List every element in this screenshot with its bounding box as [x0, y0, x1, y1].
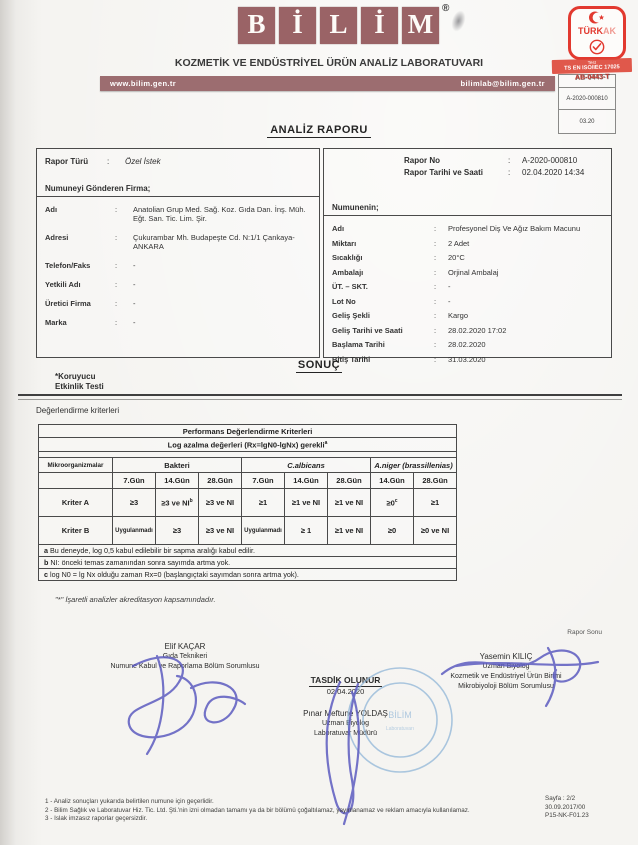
field-row — [45, 233, 313, 251]
criterion-value: ≥0 ve NI — [414, 517, 457, 545]
microorganisms-header: Mikroorganizmalar — [39, 458, 113, 473]
field-value: 28.02.2020 — [448, 340, 486, 349]
colon: : — [434, 311, 437, 320]
report-end-label: Rapor Sonu — [567, 629, 602, 636]
signature-block-left — [60, 642, 310, 672]
field-value: Kargo — [448, 311, 469, 320]
field-row — [45, 261, 313, 270]
accreditation-note: "*" İşaretli analizler akreditasyon kapsamındadır. — [55, 595, 216, 604]
field-value: - — [133, 299, 136, 308]
footer-note: 1 - Analiz sonuçları yukarıda belirtilen numune için geçerlidir. — [45, 798, 214, 805]
signer-role-2: Mikrobiyoloji Bölüm Sorumlusu — [458, 683, 554, 690]
bilim-logo — [238, 7, 439, 44]
field-row — [45, 280, 313, 289]
criterion-value: ≥3 — [113, 489, 156, 517]
day-header: 14.Gün — [371, 473, 414, 489]
criterion-name: Kriter A — [39, 489, 113, 517]
field-label: Lot No — [332, 296, 356, 306]
report-reference-box: A-2020-000810 — [558, 88, 616, 110]
field-label: Sıcaklığı — [332, 253, 363, 262]
report-reference-box: 03.20 — [558, 110, 616, 134]
signer-title: Uzman Biyolog — [321, 720, 370, 727]
field-value: - — [133, 261, 136, 270]
field-row — [45, 318, 313, 327]
criterion-value: ≥1 ve NI — [328, 517, 371, 545]
lab-subtitle: KOZMETİK VE ENDÜSTRİYEL ÜRÜN ANALİZ LABORATUVARI — [174, 57, 484, 69]
criterion-value: Uygulanmadı — [113, 517, 156, 545]
criterion-name: Kriter B — [39, 517, 113, 545]
result-heading: SONUÇ — [297, 359, 341, 371]
table-title: Performans Değerlendirme Kriterleri — [39, 425, 457, 438]
turkak-accreditation-logo — [568, 6, 626, 60]
colon: : — [115, 205, 118, 214]
field-row — [332, 326, 605, 335]
colon: : — [115, 261, 118, 270]
stamp-standard: TS EN ISO/IEC 17025 — [564, 64, 620, 72]
footer-note: 2 - Bilim Sağlık ve Laboratuvar Hiz. Tic. Ltd. Şti.'nin izni olmadan tamamı ya da bir bölümü çoğaltılamaz, yayınlanamaz ve reklam amacıyla kullanılamaz. — [45, 806, 470, 814]
field-label: Geliş Şekli — [332, 311, 370, 320]
footer-note: 3 - Islak imzasız raporlar geçersizdir. — [45, 815, 148, 822]
table-footnote: a Bu deneyde, log 0,5 kabul edilebilir bir sapma aralığı kabul edilir. — [39, 545, 457, 557]
criterion-value: ≥ 1 — [285, 517, 328, 545]
report-type-row — [37, 149, 319, 166]
colon: : — [434, 340, 437, 349]
colon: : — [434, 238, 437, 248]
organism-group-header: A.niger (brassillenias) — [371, 458, 457, 473]
signer-name: Pınar Meftune YOLDAŞ — [303, 709, 388, 718]
field-row — [45, 205, 313, 223]
colon: : — [434, 325, 437, 335]
logo-letter: B — [238, 7, 275, 44]
field-row — [332, 268, 605, 277]
criterion-value: ≥1 — [242, 489, 285, 517]
criterion-value: ≥1 — [414, 489, 457, 517]
field-value: 28.02.2020 17:02 — [448, 325, 507, 335]
field-value: - — [448, 282, 451, 291]
organism-group-header: C.albicans — [242, 458, 371, 473]
field-value: - — [133, 280, 136, 289]
colon: : — [508, 168, 511, 177]
field-label: Ambalajı — [332, 267, 364, 277]
section-divider — [18, 394, 622, 400]
signature-block-right — [420, 652, 592, 692]
page-number: Sayfa : 2/2 — [545, 795, 576, 802]
field-row — [332, 340, 605, 349]
logo-letter: L — [320, 7, 357, 44]
field-value: 2 Adet — [448, 238, 470, 248]
field-row — [332, 311, 605, 320]
criterion-value: $\ge 0^c$ — [371, 489, 414, 517]
field-label: Bitiş Tarihi — [332, 354, 371, 364]
signer-role: Kozmetik ve Endüstriyel Ürün Birimi — [450, 673, 562, 680]
revision-date: 30.09.2017/00 — [545, 803, 586, 811]
field-value: 31.03.2020 — [448, 354, 486, 364]
sample-info-box — [323, 148, 612, 364]
email-address: bilimlab@bilim.gen.tr — [460, 79, 545, 88]
field-label: Miktarı — [332, 238, 357, 248]
scan-smudge — [449, 9, 468, 34]
colon: : — [434, 267, 437, 277]
field-label: Üretici Firma — [45, 299, 91, 308]
colon: : — [434, 253, 437, 262]
check-circle-icon — [589, 39, 605, 55]
sample-heading: Numunenin; — [332, 203, 379, 212]
colon: : — [434, 296, 437, 306]
sender-heading: Numuneyi Gönderen Firma; — [45, 184, 151, 193]
website-url: www.bilim.gen.tr — [110, 79, 177, 88]
test-name-line1: *Koruyucu — [55, 372, 96, 381]
signer-title: Uzman Biyolog — [482, 663, 530, 670]
sender-info-box — [36, 148, 320, 358]
test-name — [55, 372, 104, 392]
signer-name: Yasemin KILIÇ — [479, 652, 533, 661]
criterion-value: ≥1 ve NI — [328, 489, 371, 517]
field-label: Marka — [45, 318, 67, 327]
report-date-row — [324, 168, 611, 177]
field-row — [332, 239, 605, 248]
field-label: Başlama Tarihi — [332, 340, 385, 349]
field-label: Telefon/Faks — [45, 261, 91, 270]
sample-fields — [324, 216, 611, 364]
colon: : — [434, 354, 437, 364]
criterion-value: ≥0 — [371, 517, 414, 545]
day-header: 28.Gün — [414, 473, 457, 489]
report-reference-boxes — [558, 74, 616, 134]
field-label: Adı — [45, 205, 58, 214]
turkak-wordmark: TÜRKAK — [578, 26, 616, 36]
contact-banner — [100, 76, 555, 91]
page-title: ANALİZ RAPORU — [0, 124, 638, 136]
approval-date: 02.04.2020 — [326, 687, 365, 696]
table-subtitle: Log azalma değerleri (Rx=lgN0-lgNx) gerekli$^a$ — [39, 438, 457, 452]
report-no-value: A-2020-000810 — [522, 156, 578, 165]
criteria-label: Değerlendirme kriterleri — [36, 406, 120, 415]
accreditation-stamp — [552, 58, 633, 83]
footer-notes — [45, 798, 470, 824]
report-type-label: Rapor Türü — [45, 157, 89, 166]
criterion-value: ≥3 ve NI — [199, 489, 242, 517]
colon: : — [107, 157, 110, 166]
report-type-value: Özel İstek — [125, 157, 161, 166]
field-label: ÜT. – SKT. — [332, 282, 368, 291]
crescent-star-icon — [587, 11, 607, 24]
field-label: Yetkili Adı — [45, 280, 81, 289]
svg-text:BİLİM: BİLİM — [388, 710, 412, 720]
stamp-code: AB-0443-T — [574, 73, 610, 82]
signer-role: Numune Kabul ve Raporlama Bölüm Sorumlusu — [110, 663, 260, 670]
field-label: Geliş Tarihi ve Saati — [332, 325, 403, 335]
criterion-value: ≥3 ve NI — [199, 517, 242, 545]
day-header: 14.Gün — [156, 473, 199, 489]
colon: : — [508, 156, 511, 165]
field-value: 20°C — [448, 253, 465, 262]
field-row — [332, 253, 605, 262]
logo-letter: İ — [279, 7, 316, 44]
field-value: Çukurambar Mh. Budapeşte Cd. N:1/1 Çankaya-ANKARA — [133, 233, 295, 251]
criterion-value: ≥3 — [156, 517, 199, 545]
field-value: Orjinal Ambalaj — [448, 267, 499, 277]
field-row — [332, 224, 605, 233]
field-value: Anatolian Grup Med. Sağ. Koz. Gıda Dan. İnş. Müh. Eğt. San. Tic. Lim. Şir. — [133, 205, 306, 223]
colon: : — [115, 233, 118, 242]
report-date-label: Rapor Tarihi ve Saati — [404, 168, 483, 177]
approval-heading: TASDİK OLUNUR — [310, 675, 381, 685]
svg-text:Laboratuvarı: Laboratuvarı — [385, 726, 415, 732]
empty-cell — [39, 473, 113, 489]
field-row — [332, 297, 605, 306]
report-no-header — [324, 156, 611, 216]
signer-title: Gıda Teknikeri — [162, 653, 208, 660]
day-header: 7.Gün — [113, 473, 156, 489]
performance-criteria-table — [38, 424, 457, 581]
criterion-value: ≥1 ve NI — [285, 489, 328, 517]
day-header: 14.Gün — [285, 473, 328, 489]
logo-letter: M — [402, 7, 439, 44]
report-no-row — [324, 156, 611, 165]
colon: : — [115, 299, 118, 308]
test-name-line2: Etkinlik Testi — [55, 382, 104, 391]
field-row — [332, 282, 605, 291]
field-label: Adresi — [45, 233, 69, 242]
stamp-test-label: Test — [587, 59, 596, 66]
colon: : — [115, 318, 118, 327]
field-value: Profesyonel Diş Ve Ağız Bakım Macunu — [448, 224, 581, 233]
registered-trademark-symbol: ® — [442, 3, 450, 14]
day-header: 7.Gün — [242, 473, 285, 489]
organism-group-header: Bakteri — [113, 458, 242, 473]
field-label: Adı — [332, 224, 345, 233]
signer-name: Elif KAÇAR — [164, 642, 206, 651]
report-no-label: Rapor No — [404, 156, 440, 165]
field-value: - — [133, 318, 136, 327]
colon: : — [434, 282, 437, 291]
field-row — [45, 299, 313, 308]
footer-doc-info — [545, 795, 589, 821]
report-type-header — [37, 149, 319, 197]
table-footnote: b NI: önceki temas zamanından sonra sayımda artma yok. — [39, 557, 457, 569]
sender-fields — [37, 197, 319, 327]
signer-role: Laboratuvar Müdürü — [313, 730, 378, 737]
document-code: P15-NK-F01.23 — [545, 812, 589, 819]
day-header: 28.Gün — [199, 473, 242, 489]
signature-block-center — [268, 675, 423, 739]
criterion-value: ≥3 ve $NI^b$ — [156, 489, 199, 517]
colon: : — [115, 280, 118, 289]
logo-letter: İ — [361, 7, 398, 44]
day-header: 28.Gün — [328, 473, 371, 489]
field-value: - — [448, 296, 451, 306]
criterion-value: Uygulanmadı — [242, 517, 285, 545]
report-date-value: 02.04.2020 14:34 — [522, 168, 585, 177]
colon: : — [434, 224, 437, 233]
table-footnote: c log N0 = lg Nx olduğu zaman Rx=0 (başlangıçtaki sayımdan sonra artma yok). — [39, 569, 457, 581]
